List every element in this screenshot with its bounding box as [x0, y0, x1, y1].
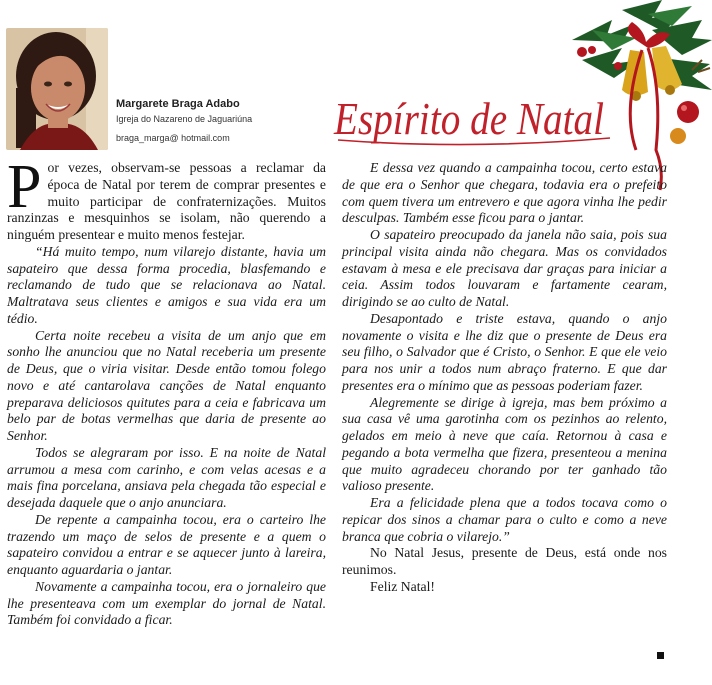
author-info [116, 98, 252, 143]
drop-cap: P [7, 153, 42, 221]
article-right-column [342, 160, 667, 596]
paragraph: Alegremente se dirige à igreja, mas bem próximo a sua casa vê uma garotinha com os pezinhos ao relento, gelados em meio à neve que caía. Retornou à casa e pegando a bota vermelha que fizera, presenteou a menina que muito agradeceu chorando por ter ganhado tão valioso presente. [342, 394, 667, 494]
paragraph: Era a felicidade plena que a todos tocava como o repicar dos sinos a chamar para o culto e como a neve branca que cobria o vilarejo.” [342, 495, 667, 544]
title-text: Espírito de Natal [333, 93, 604, 144]
paragraph: Certa noite recebeu a visita de um anjo que em sonho lhe anunciou que no Natal receberia um presente de Deus, que o viria visitar. Desde então tomou folego novo e até cantarolava canções de Natal enquanto preparava deliciosos quitutes para a ceia e fabricava um belo par de botas vermelhas que daria de presente ao Senhor. [7, 327, 326, 443]
paragraph: De repente a campainha tocou, era o carteiro lhe trazendo um maço de selos de presente e a quem o sapateiro convidou a entrar e se aquecer junto à lareira, enquanto aguardaria o jantar. [7, 511, 326, 577]
paragraph: Desapontado e triste estava, quando o anjo novamente o visita e lhe diz que o presente de Deus era seu filho, o Salvador que é Cristo, o Senhor. E que ele veio para nos unir a todos num abraço fraterno. E que dar presentes era o mínimo que as pessoas poderiam fazer. [342, 310, 667, 393]
article-left-column [7, 153, 326, 629]
paragraph: No Natal Jesus, presente de Deus, está onde nos reunimos. [342, 545, 667, 577]
paragraph: Por vezes, observam-se pessoas a reclamar da época de Natal por terem de comprar presentes e muito participar de confraternizações. Muitos ranzinzas e mesquinhos se isolam, não querendo a ninguém presentear e muito menos festejar. [7, 153, 326, 242]
paragraph: O sapateiro preocupado da janela não saia, pois sua principal visita ainda não chegara. Mas os convidados estavam à mesa e ele precisava dar graças para iniciar a ceia. Assim todos louvaram e fartamente cearam, dirigindo se ao culto de Natal. [342, 227, 667, 309]
author-church: Igreja do Nazareno de Jaguariúna [116, 114, 253, 124]
closing-line: Feliz Natal! [370, 578, 435, 594]
paragraph: Novamente a campainha tocou, era o jornaleiro que lhe presenteava com um exemplar do jornal de Natal. Também foi convidado a ficar. [7, 578, 326, 628]
author-name: Margarete Braga Adabo [116, 98, 240, 110]
paragraph: Todos se alegraram por isso. E na noite de Natal arrumou a mesa com carinho, e com velas acesas e a mais fina porcelana, ansiava pela chegada tão especial e desejada daquele que o anjo anunciara. [7, 444, 326, 510]
author-email: braga_marga@ hotmail.com [116, 133, 230, 143]
paragraph: E dessa vez quando a campainha tocou, certo estava de que era o Senhor que chegara, todavia era o prefeito com quem tivera um entrevero e que agora vinha lhe pedir desculpas. Também esse ficou para o jantar. [342, 160, 667, 226]
end-mark [657, 652, 664, 659]
author-photo [6, 28, 108, 150]
paragraph: “Há muito tempo, num vilarejo distante, havia um sapateiro que dessa forma procedia, blasfemando e reclamando de tudo que se relacionava ao Natal. Maltratava seus clientes e amigos e sua vida era um tédio. [7, 243, 326, 326]
